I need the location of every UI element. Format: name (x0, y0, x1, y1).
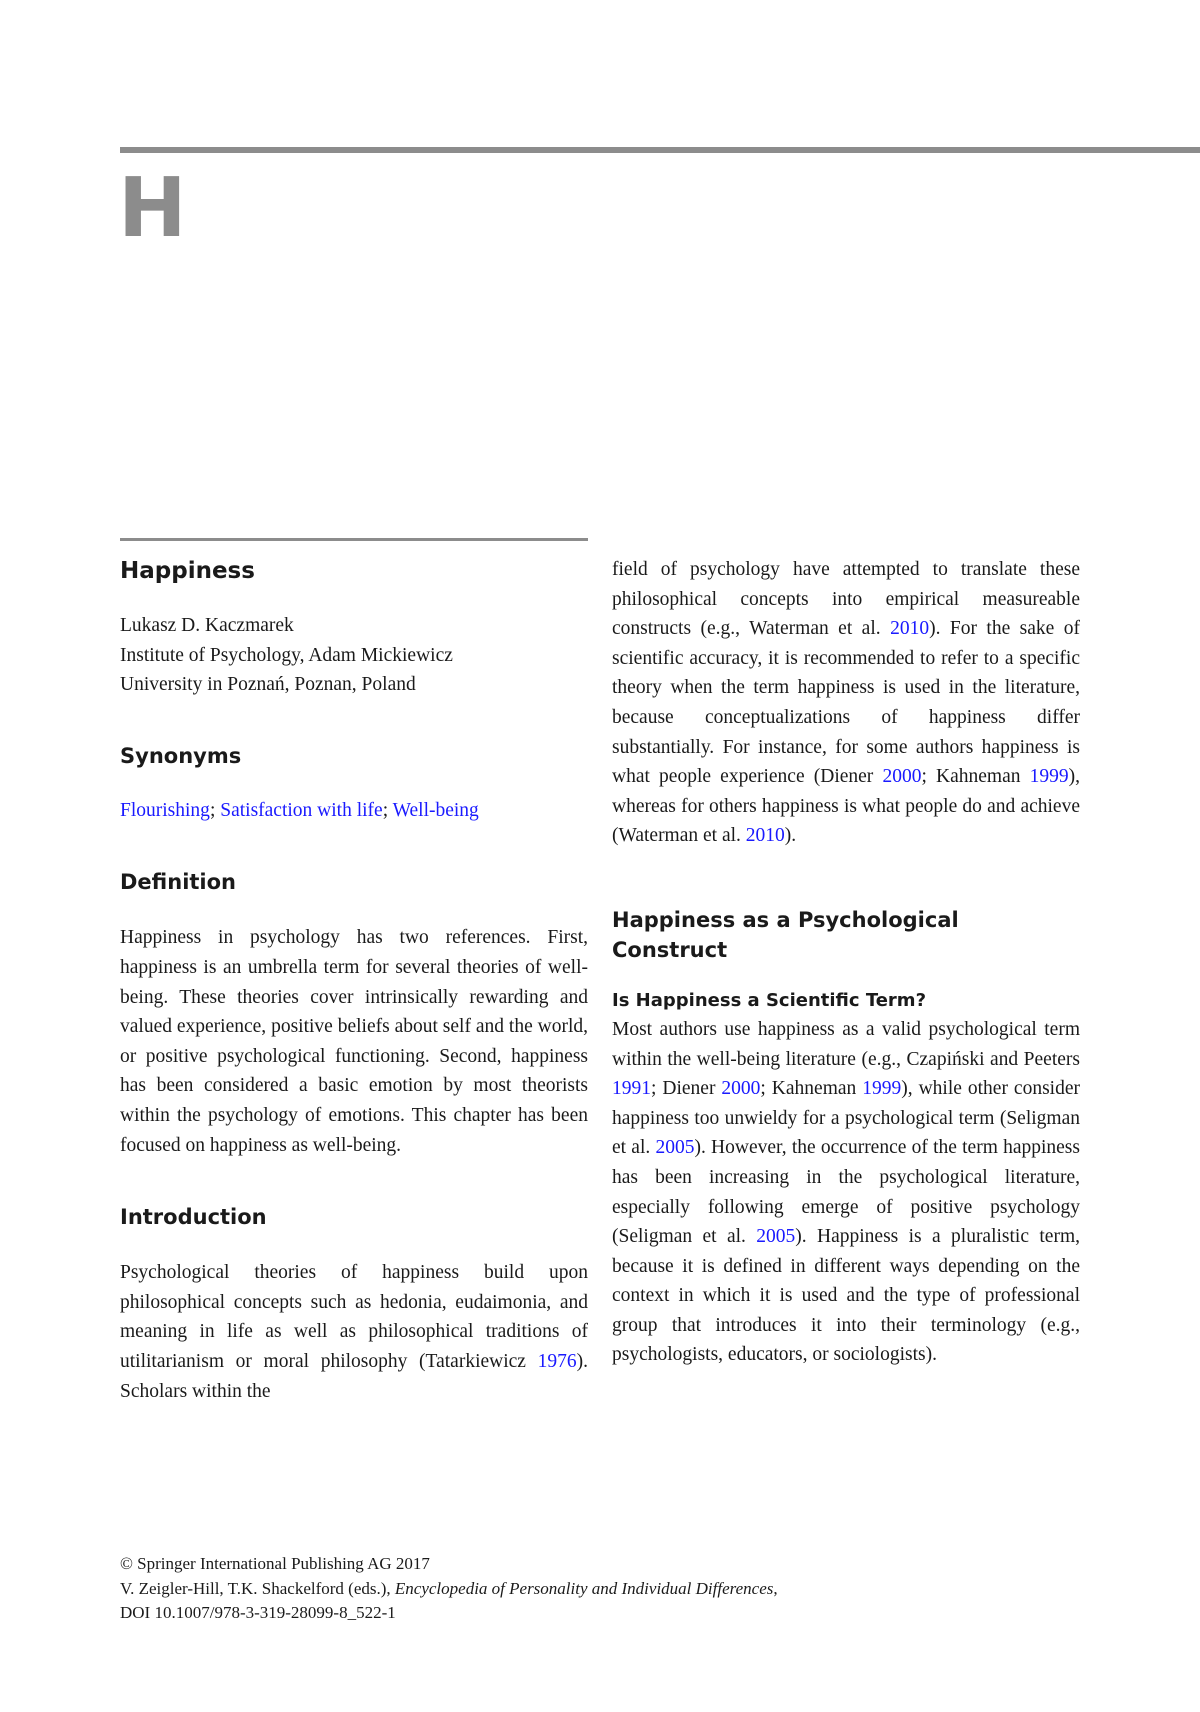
entry-rule (120, 538, 588, 541)
citation-line: V. Zeigler-Hill, T.K. Shackelford (eds.), Encyclopedia of Personality and Individual Differences, (120, 1578, 778, 1598)
synonym-separator: ; (209, 799, 221, 821)
synonym-link-satisfaction[interactable]: Satisfaction with life (220, 799, 383, 821)
citation-link[interactable]: 1999 (862, 1078, 902, 1100)
doi-line: DOI 10.1007/978-3-319-28099-8_522-1 (120, 1603, 396, 1622)
left-column (120, 555, 588, 1406)
author-name: Lukasz D. Kaczmarek (120, 615, 294, 636)
citation-link[interactable]: 2005 (655, 1137, 695, 1159)
definition-heading: Definition (120, 870, 237, 895)
citation-link[interactable]: 1976 (537, 1350, 577, 1372)
footer (120, 1552, 1120, 1626)
author-block (120, 611, 588, 700)
author-affiliation-1: Institute of Psychology, Adam Mickiewicz (120, 644, 453, 666)
introduction-paragraph-continued: field of psychology have attempted to translate these philosophical concepts into empirical measureable constructs (e.g., Waterman et al. 2010). For the sake of scientific accuracy, it is recommended to refer to a specific theory when the term happiness is used in the literature, because conceptualizations of happiness differ substantially. For instance, for some authors happiness is what people experience (Diener 2000; Kahneman 1999), whereas for others happiness is what people do and achieve (Waterman et al. 2010). (612, 559, 1080, 847)
construct-subheading: Is Happiness a Scientific Term? (612, 989, 927, 1011)
citation-link[interactable]: 2010 (745, 825, 785, 847)
book-title: Encyclopedia of Personality and Individual Differences (394, 1578, 774, 1598)
introduction-paragraph-1: Psychological theories of happiness build upon philosophical concepts such as hedonia, eudaimonia, and meaning in life as well as philosophical traditions of utilitarianism or moral philosophy (Tatarkiewicz 1976). Scholars within the (120, 1262, 588, 1402)
construct-paragraph: Most authors use happiness as a valid psychological term within the well-being literature (e.g., Czapiński and Peeters 1991; Diener 2000; Kahneman 1999), while other consider happiness too unwieldy for a psychological term (Seligman et al. 2005). However, the occurrence of the term happiness has been increasing in the psychological literature, especially following emerge of positive psychology (Seligman et al. 2005). Happiness is a pluralistic term, because it is defined in different ways depending on the context in which it is used and the type of professional group that introduces it into their terminology (e.g., psychologists, educators, or sociologists). (612, 1018, 1080, 1366)
section-letter: H (118, 161, 187, 256)
citation-link[interactable]: 2005 (756, 1226, 796, 1248)
synonyms-heading: Synonyms (120, 743, 242, 768)
citation-link[interactable]: 1999 (1029, 766, 1069, 788)
construct-heading: Happiness as a Psychological Construct (612, 907, 959, 962)
citation-link[interactable]: 1991 (612, 1078, 651, 1100)
definition-text: Happiness in psychology has two references. First, happiness is an umbrella term for several theories of well-being. These theories cover intrinsically rewarding and valued experience, positive beliefs about self and the world, or positive psychological functioning. Second, happiness has been considered a basic emotion by most theorists within the psychology of emotions. This chapter has been focused on happiness as well-being. (120, 927, 588, 1156)
copyright-line: © Springer International Publishing AG 2017 (120, 1554, 430, 1573)
synonym-link-flourishing[interactable]: Flourishing (120, 799, 210, 821)
right-column (612, 555, 1080, 1370)
citation-link[interactable]: 2000 (721, 1078, 761, 1100)
citation-link[interactable]: 2000 (882, 766, 922, 788)
top-rule (120, 147, 1200, 153)
entry-title: Happiness (120, 558, 255, 584)
author-affiliation-2: University in Poznań, Poznan, Poland (120, 674, 416, 696)
synonym-separator: ; (382, 799, 393, 821)
synonyms-list (120, 796, 588, 826)
synonym-link-well-being[interactable]: Well-being (392, 799, 479, 821)
citation-link[interactable]: 2010 (890, 618, 930, 640)
introduction-heading: Introduction (120, 1205, 267, 1230)
